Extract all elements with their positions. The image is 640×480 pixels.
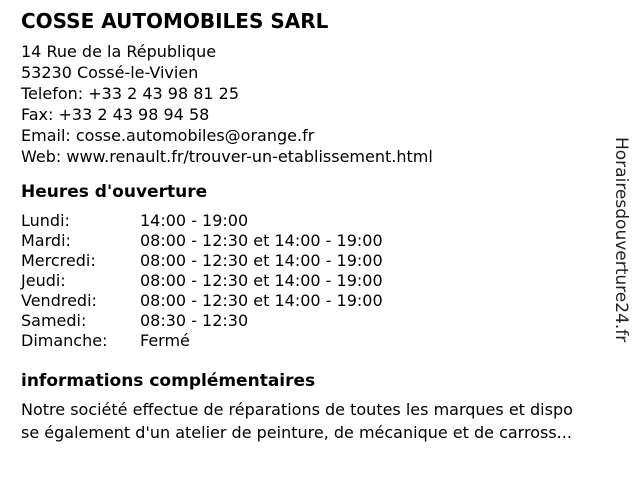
hours-time-value: 08:00 - 12:30 et 14:00 - 19:00: [140, 271, 383, 290]
hours-day-label: Mercredi:: [21, 251, 96, 270]
hours-row-monday: [21, 211, 383, 231]
phone-line: Telefon: +33 2 43 98 81 25: [21, 84, 240, 103]
hours-time-value: 08:00 - 12:30 et 14:00 - 19:00: [140, 231, 383, 250]
hours-time-value: 08:30 - 12:30: [140, 311, 249, 330]
info-text-line: se également d'un atelier de peinture, de mécanique et de carross...: [21, 422, 572, 442]
web-line: Web: www.renault.fr/trouver-un-etablissement.html: [21, 147, 433, 166]
hours-day-label: Mardi:: [21, 231, 71, 250]
hours-day-label: Jeudi:: [21, 271, 66, 290]
hours-time-value: 08:00 - 12:30 et 14:00 - 19:00: [140, 251, 383, 270]
hours-day-label: Lundi:: [21, 211, 70, 230]
hours-row-wednesday: [21, 251, 383, 271]
hours-day-label: Dimanche:: [21, 331, 108, 350]
page-title: COSSE AUTOMOBILES SARL: [21, 9, 329, 33]
address-street-line: 14 Rue de la République: [21, 42, 217, 61]
additional-info-paragraph: [21, 399, 573, 444]
email-line: Email: cosse.automobiles@orange.fr: [21, 126, 315, 145]
fax-line: Fax: +33 2 43 98 94 58: [21, 105, 210, 124]
hours-row-thursday: [21, 271, 383, 291]
hours-row-tuesday: [21, 231, 383, 251]
hours-row-friday: [21, 291, 383, 311]
hours-time-value: Fermé: [140, 331, 190, 350]
hours-time-value: 14:00 - 19:00: [140, 211, 249, 230]
info-text-line: Notre société effectue de réparations de toutes les marques et dispo: [21, 400, 573, 419]
contact-block: [21, 41, 433, 167]
hours-time-value: 08:00 - 12:30 et 14:00 - 19:00: [140, 291, 383, 310]
opening-hours-table: [21, 211, 383, 351]
watermark-site-name: Horairesdouverture24.fr: [611, 137, 631, 343]
hours-day-label: Samedi:: [21, 311, 87, 330]
hours-day-label: Vendredi:: [21, 291, 97, 310]
opening-hours-heading: Heures d'ouverture: [21, 182, 208, 202]
hours-row-saturday: [21, 311, 383, 331]
hours-row-sunday: [21, 331, 383, 351]
address-city-line: 53230 Cossé-le-Vivien: [21, 63, 199, 82]
additional-info-heading: informations complémentaires: [21, 371, 316, 391]
